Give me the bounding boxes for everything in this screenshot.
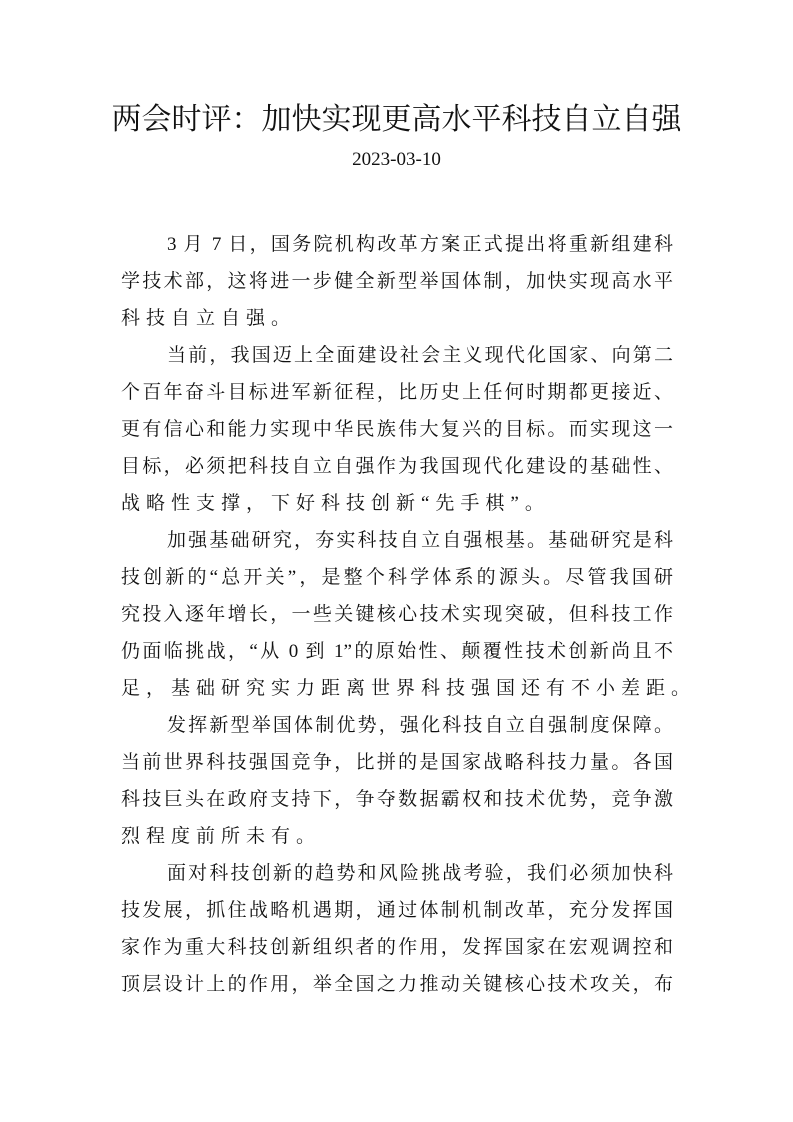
text-line: 加强基础研究，夯实科技自立自强根基。基础研究是科 [167,530,673,551]
text-line: 战略性支撑，下好科技创新“先手棋”。 [121,493,550,514]
text-line: 当前世界科技强国竞争，比拼的是国家战略科技力量。各国 [121,752,673,773]
text-line: 科技自立自强。 [121,308,297,329]
text-line: 科技巨头在政府支持下，争夺数据霸权和技术优势，竞争激 [121,789,673,810]
paragraph [121,522,697,707]
paragraph [121,226,673,337]
article-title: 两会时评：加快实现更高水平科技自立自强 [111,103,682,136]
text-line: 家作为重大科技创新组织者的作用，发挥国家在宏观调控和 [121,937,673,958]
text-line: 究投入逐年增长，一些关键核心技术实现突破，但科技工作 [121,604,673,625]
text-line: 目标，必须把科技自立自强作为我国现代化建设的基础性、 [121,456,673,477]
text-line: 足，基础研究实力距离世界科技强国还有不小差距。 [121,678,697,699]
text-line: 学技术部，这将进一步健全新型举国体制，加快实现高水平 [121,271,673,292]
text-line: 发挥新型举国体制优势，强化科技自立自强制度保障。 [167,715,673,736]
article-body [121,226,697,1003]
text-line: 烈程度前所未有。 [121,826,322,847]
paragraph [121,337,673,522]
paragraph [121,707,673,855]
text-line: 面对科技创新的趋势和风险挑战考验，我们必须加快科 [167,863,673,884]
text-line: 仍面临挑战，“从 0 到 1”的原始性、颠覆性技术创新尚且不 [121,641,673,662]
text-line: 更有信心和能力实现中华民族伟大复兴的目标。而实现这一 [121,419,673,440]
text-line: 3 月 7 日，国务院机构改革方案正式提出将重新组建科 [167,234,673,255]
text-line: 顶层设计上的作用，举全国之力推动关键核心技术攻关，布 [121,974,673,995]
text-line: 当前，我国迈上全面建设社会主义现代化国家、向第二 [167,345,673,366]
article-date: 2023-03-10 [352,149,441,170]
paragraph [121,855,673,1003]
text-line: 技发展，抓住战略机遇期，通过体制机制改革，充分发挥国 [121,900,673,921]
text-line: 个百年奋斗目标进军新征程，比历史上任何时期都更接近、 [121,382,673,403]
text-line: 技创新的“总开关”，是整个科学体系的源头。尽管我国研 [121,567,673,588]
